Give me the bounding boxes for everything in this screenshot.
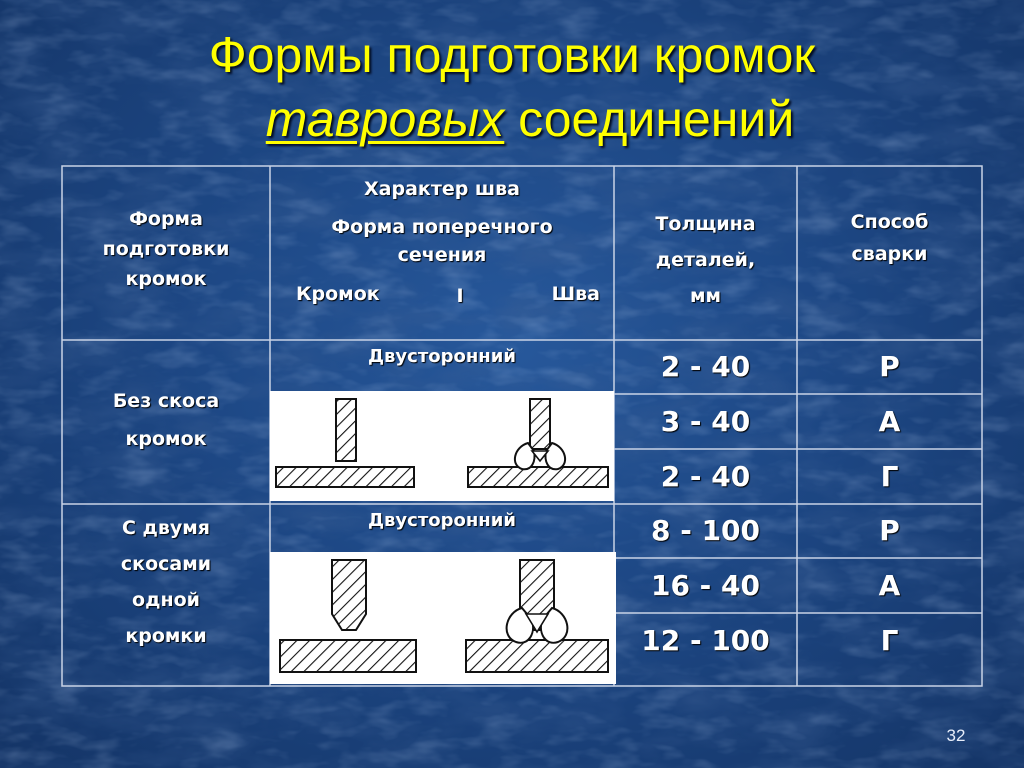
method-value: Р [879, 514, 900, 547]
header-form [62, 204, 270, 294]
method-value: А [878, 405, 901, 438]
header-thickness [614, 206, 797, 314]
seam-type-label: Двусторонний [368, 510, 516, 531]
form-label-line: скосами [120, 553, 212, 575]
thickness-value: 8 - 100 [650, 514, 761, 547]
form-label-line: кромки [125, 625, 207, 647]
method-value: Р [879, 350, 900, 383]
tee-joint-no-bevel-icon [270, 391, 614, 501]
header-seam-edges: Кромок [296, 283, 380, 305]
form-label-double-bevel [62, 510, 270, 654]
header-form-line: Форма [129, 208, 203, 230]
thickness-value: 2 - 40 [660, 350, 751, 383]
header-thickness-line: мм [689, 285, 722, 307]
header-form-line: подготовки [102, 238, 230, 260]
tee-joint-double-bevel-icon [270, 552, 616, 684]
title-emphasis: тавровых [265, 91, 505, 147]
form-label-line: кромок [125, 428, 207, 450]
header-method-line: сварки [851, 243, 928, 265]
method-value: Г [880, 460, 899, 493]
seam-type-label: Двусторонний [368, 346, 516, 367]
title-rest: соединений [518, 91, 795, 147]
header-method [797, 206, 982, 270]
header-seam-cross-section: Формa поперечного [331, 216, 553, 238]
form-label-no-bevel [62, 382, 270, 458]
header-form-line: кромок [125, 268, 207, 290]
thickness-value: 3 - 40 [660, 405, 751, 438]
method-value: А [878, 569, 901, 602]
header-seam-weld: Шва [551, 283, 600, 305]
method-value: Г [880, 624, 899, 657]
header-seam-cross-section: сечения [397, 244, 487, 266]
slide-title-line1: Формы подготовки кромок [208, 27, 816, 83]
form-label-line: Без скоса [112, 390, 220, 412]
form-label-line: С двумя [121, 517, 211, 539]
thickness-value: 16 - 40 [650, 569, 761, 602]
header-thickness-line: деталей, [655, 249, 756, 271]
form-label-line: одной [132, 589, 200, 611]
thickness-value: 12 - 100 [641, 624, 770, 657]
header-method-line: Способ [850, 211, 929, 233]
header-seam-separator: I [456, 285, 464, 307]
header-seam [270, 174, 614, 270]
thickness-value: 2 - 40 [660, 460, 751, 493]
page-number: 32 [946, 726, 966, 745]
header-thickness-line: Толщина [655, 213, 756, 235]
header-seam-title: Характер шва [364, 178, 520, 200]
